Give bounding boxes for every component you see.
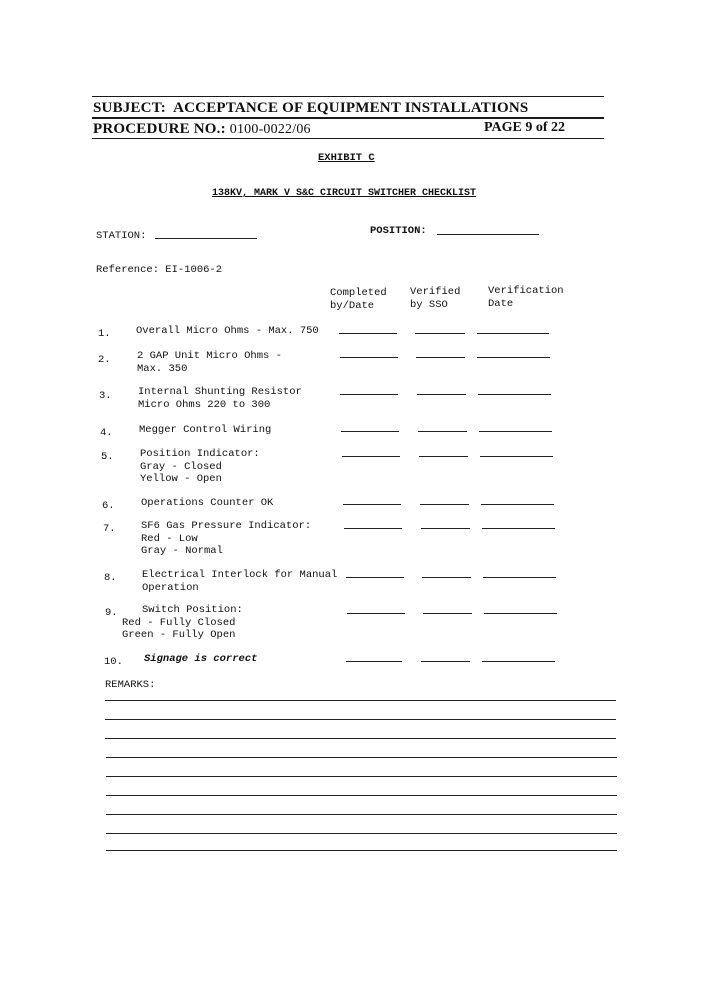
item-9-date-blank[interactable]: [484, 613, 557, 614]
item-text: Electrical Interlock for Manual Operation: [142, 569, 338, 594]
header-bottom-rule: [92, 138, 604, 139]
header-top-rule: [92, 96, 604, 97]
item-text: 2 GAP Unit Micro Ohms - Max. 350: [137, 350, 282, 375]
procedure-label: PROCEDURE NO.:: [93, 121, 226, 137]
item-4-completed-blank[interactable]: [341, 431, 399, 432]
item-2-verified-blank[interactable]: [416, 357, 465, 358]
remarks-line[interactable]: [105, 719, 616, 720]
item-9-verified-blank[interactable]: [423, 613, 472, 614]
remarks-line[interactable]: [105, 700, 616, 701]
remarks-label: REMARKS:: [105, 679, 156, 691]
item-number: 6.: [102, 500, 115, 512]
item-3-completed-blank[interactable]: [340, 394, 398, 395]
item-3-verified-blank[interactable]: [417, 394, 466, 395]
item-8-completed-blank[interactable]: [346, 577, 404, 578]
remarks-line[interactable]: [106, 795, 617, 796]
item-7-date-blank[interactable]: [482, 528, 555, 529]
item-1-verified-blank[interactable]: [415, 333, 465, 334]
subject-label: SUBJECT:: [93, 100, 167, 116]
subject-value: ACCEPTANCE OF EQUIPMENT INSTALLATIONS: [173, 100, 529, 116]
item-number: 2.: [98, 354, 111, 366]
item-number: 5.: [101, 451, 114, 463]
item-text: Operations Counter OK: [141, 497, 274, 509]
item-number: 3.: [99, 390, 112, 402]
column-verified: Verified by SSO: [410, 286, 461, 311]
item-10-verified-blank[interactable]: [421, 661, 470, 662]
item-2-completed-blank[interactable]: [340, 357, 398, 358]
item-3-date-blank[interactable]: [478, 394, 551, 395]
item-number: 4.: [100, 427, 113, 439]
remarks-line[interactable]: [106, 757, 617, 758]
item-text: Position Indicator: Gray - Closed Yellow - Open: [140, 448, 260, 485]
item-10-completed-blank[interactable]: [346, 661, 402, 662]
station-blank[interactable]: [155, 238, 257, 239]
procedure-line: [93, 121, 311, 138]
item-8-date-blank[interactable]: [483, 577, 556, 578]
column-verification-date: Verification Date: [488, 285, 564, 310]
item-6-date-blank[interactable]: [481, 504, 554, 505]
item-text: Overall Micro Ohms - Max. 750: [136, 325, 319, 337]
item-number: 9.: [105, 607, 118, 619]
remarks-line[interactable]: [106, 776, 617, 777]
item-7-verified-blank[interactable]: [421, 528, 470, 529]
item-8-verified-blank[interactable]: [422, 577, 471, 578]
item-6-verified-blank[interactable]: [420, 504, 469, 505]
item-10-date-blank[interactable]: [482, 661, 555, 662]
item-number: 7.: [103, 523, 116, 535]
item-4-verified-blank[interactable]: [418, 431, 467, 432]
item-1-completed-blank[interactable]: [339, 333, 397, 334]
item-text: Signage is correct: [144, 653, 258, 665]
subject-line: [93, 100, 528, 117]
page-number: PAGE 9 of 22: [484, 120, 566, 135]
item-6-completed-blank[interactable]: [343, 504, 401, 505]
header-mid-rule: [92, 117, 604, 119]
position-blank[interactable]: [437, 234, 539, 235]
reference: Reference: EI-1006-2: [96, 264, 223, 276]
remarks-line[interactable]: [106, 833, 617, 834]
checklist-title: 138KV, MARK V S&C CIRCUIT SWITCHER CHECKLIST: [212, 188, 477, 199]
item-5-verified-blank[interactable]: [419, 456, 468, 457]
item-text: Switch Position: Red - Fully Closed Green - Fully Open: [122, 604, 243, 641]
item-9-completed-blank[interactable]: [347, 613, 405, 614]
exhibit-label: EXHIBIT C: [318, 152, 375, 164]
column-completed: Completed by/Date: [330, 287, 387, 312]
item-5-completed-blank[interactable]: [342, 456, 400, 457]
item-number: 8.: [104, 572, 117, 584]
position-label: POSITION:: [370, 225, 427, 237]
station-label: STATION:: [96, 230, 147, 242]
item-4-date-blank[interactable]: [479, 431, 552, 432]
item-text: Internal Shunting Resistor Micro Ohms 220 to 300: [138, 386, 302, 411]
item-1-date-blank[interactable]: [477, 333, 549, 334]
item-2-date-blank[interactable]: [477, 357, 550, 358]
item-text: SF6 Gas Pressure Indicator: Red - Low Gray - Normal: [141, 520, 312, 557]
procedure-value: 0100-0022/06: [229, 122, 311, 137]
remarks-line[interactable]: [106, 814, 617, 815]
item-7-completed-blank[interactable]: [344, 528, 402, 529]
item-number: 10.: [104, 656, 123, 668]
remarks-line[interactable]: [105, 738, 616, 739]
item-5-date-blank[interactable]: [480, 456, 553, 457]
item-number: 1.: [98, 328, 111, 340]
item-text: Megger Control Wiring: [139, 424, 272, 436]
remarks-line[interactable]: [106, 850, 617, 851]
